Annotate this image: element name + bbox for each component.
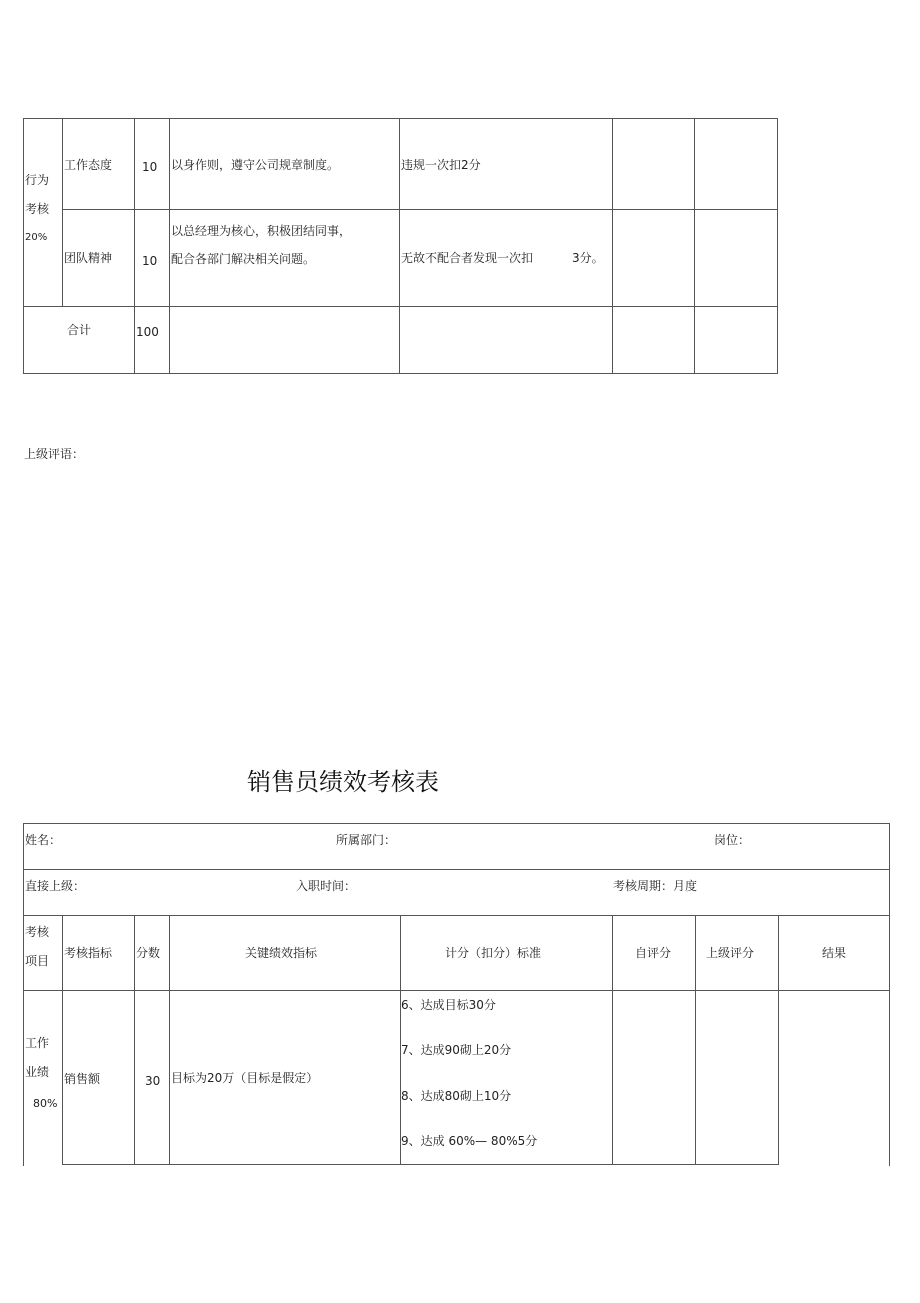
form-title: 销售员绩效考核表: [247, 768, 439, 796]
standard-team-spirit: 无故不配合者发现一次扣: [401, 251, 534, 265]
position-label: 岗位：: [714, 833, 751, 847]
header-superior-score: 上级评分: [706, 946, 755, 960]
header-item-line1: 考核: [25, 925, 50, 939]
score-work-attitude: 10: [142, 160, 158, 174]
header-item-line2: 项目: [25, 954, 50, 968]
header-self-score: 自评分: [635, 946, 672, 960]
score-sales-amount: 30: [145, 1074, 161, 1088]
behavior-category-line2: 考核: [25, 202, 50, 216]
hire-date-label: 入职时间：: [296, 879, 357, 893]
standard-item: 9、达成 60%— 80%5分: [401, 1134, 538, 1148]
standard-item: 6、达成目标30分: [401, 998, 496, 1012]
indicator-work-attitude: 工作态度: [64, 158, 113, 172]
period-label: 考核周期：月度: [613, 879, 698, 893]
header-indicator: 考核指标: [64, 946, 113, 960]
total-score: 100: [136, 325, 159, 339]
header-kpi: 关键绩效指标: [245, 946, 318, 960]
supervisor-comment-label: 上级评语：: [24, 447, 85, 461]
score-team-spirit: 10: [142, 254, 158, 268]
standard-item: 8、达成80砌上10分: [401, 1089, 512, 1103]
header-score: 分数: [136, 946, 161, 960]
standard-work-attitude: 违规一次扣2分: [401, 158, 481, 172]
behavior-category-line1: 行为: [25, 173, 50, 187]
indicator-sales-amount: 销售额: [64, 1072, 101, 1086]
kpi-team-spirit-line2: 配合各部门解决相关问题。: [171, 252, 316, 266]
behavior-category-weight: 20%: [25, 232, 48, 243]
kpi-team-spirit-line1: 以总经理为核心，积极团结同事，: [171, 224, 352, 238]
dept-label: 所属部门：: [336, 833, 397, 847]
kpi-sales-amount: 目标为20万（目标是假定）: [171, 1071, 319, 1085]
indicator-team-spirit: 团队精神: [64, 251, 113, 265]
perf-category-line1: 工作: [25, 1036, 50, 1050]
standard-item: 7、达成90砌上20分: [401, 1043, 512, 1057]
header-result: 结果: [822, 946, 847, 960]
supervisor-label: 直接上级：: [25, 879, 86, 893]
kpi-work-attitude: 以身作则，遵守公司规章制度。: [171, 158, 340, 172]
name-label: 姓名：: [25, 833, 62, 847]
standard-team-spirit-value: 3分。: [572, 251, 604, 265]
header-standard: 计分（扣分）标准: [445, 946, 542, 960]
perf-category-weight: 80%: [33, 1097, 58, 1110]
perf-category-line2: 业绩: [25, 1065, 50, 1079]
total-label: 合计: [67, 323, 92, 337]
